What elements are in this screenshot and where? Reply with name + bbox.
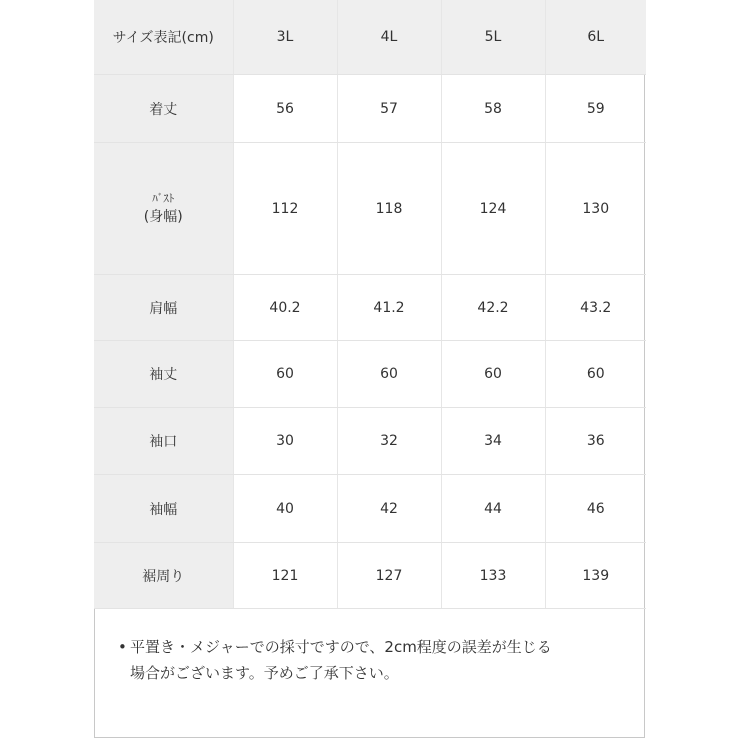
table-cell: 139	[545, 543, 646, 609]
row-label: 袖幅	[94, 475, 233, 543]
header-size-4l: 4L	[337, 0, 441, 75]
table-row-bust	[94, 143, 646, 275]
table-cell: 42	[337, 475, 441, 543]
table-cell: 42.2	[441, 275, 545, 341]
table-cell: 112	[233, 143, 337, 275]
table-cell: 133	[441, 543, 545, 609]
row-label-line1: ﾊﾞｽﾄ	[152, 191, 175, 205]
header-size-6l: 6L	[545, 0, 646, 75]
table-cell: 40.2	[233, 275, 337, 341]
row-label	[94, 143, 233, 275]
table-cell: 130	[545, 143, 646, 275]
table-cell: 56	[233, 75, 337, 143]
row-label: 肩幅	[94, 275, 233, 341]
row-label-line2: (身幅)	[143, 208, 183, 225]
table-cell: 30	[233, 408, 337, 475]
table-cell: 60	[233, 341, 337, 408]
table-cell: 46	[545, 475, 646, 543]
note-line-1: 平置き・メジャーでの採寸ですので、2cm程度の誤差が生じる	[130, 638, 552, 656]
table-row-length	[94, 75, 646, 143]
row-label: 袖口	[94, 408, 233, 475]
table-row-sleeve-width	[94, 475, 646, 543]
table-cell: 124	[441, 143, 545, 275]
table-row-sleeve-length	[94, 341, 646, 408]
row-label: 裾周り	[94, 543, 233, 609]
table-cell: 43.2	[545, 275, 646, 341]
table-cell: 58	[441, 75, 545, 143]
size-table	[94, 0, 646, 609]
header-size-5l: 5L	[441, 0, 545, 75]
header-row	[94, 0, 646, 75]
header-size-label: サイズ表記(cm)	[94, 0, 233, 75]
table-cell: 118	[337, 143, 441, 275]
table-cell: 57	[337, 75, 441, 143]
row-label: 着丈	[94, 75, 233, 143]
row-label: 袖丈	[94, 341, 233, 408]
table-row-cuff	[94, 408, 646, 475]
note-line-2: 場合がございます。予めご了承下さい。	[130, 664, 399, 682]
table-cell: 32	[337, 408, 441, 475]
table-row-shoulder	[94, 275, 646, 341]
table-cell: 127	[337, 543, 441, 609]
table-cell: 34	[441, 408, 545, 475]
table-cell: 36	[545, 408, 646, 475]
table-cell: 60	[545, 341, 646, 408]
header-size-3l: 3L	[233, 0, 337, 75]
table-cell: 59	[545, 75, 646, 143]
note-bullet: •	[118, 638, 127, 656]
table-cell: 60	[441, 341, 545, 408]
table-cell: 41.2	[337, 275, 441, 341]
table-row-hem	[94, 543, 646, 609]
table-cell: 121	[233, 543, 337, 609]
table-cell: 44	[441, 475, 545, 543]
table-cell: 40	[233, 475, 337, 543]
measurement-note	[118, 634, 630, 686]
table-cell: 60	[337, 341, 441, 408]
